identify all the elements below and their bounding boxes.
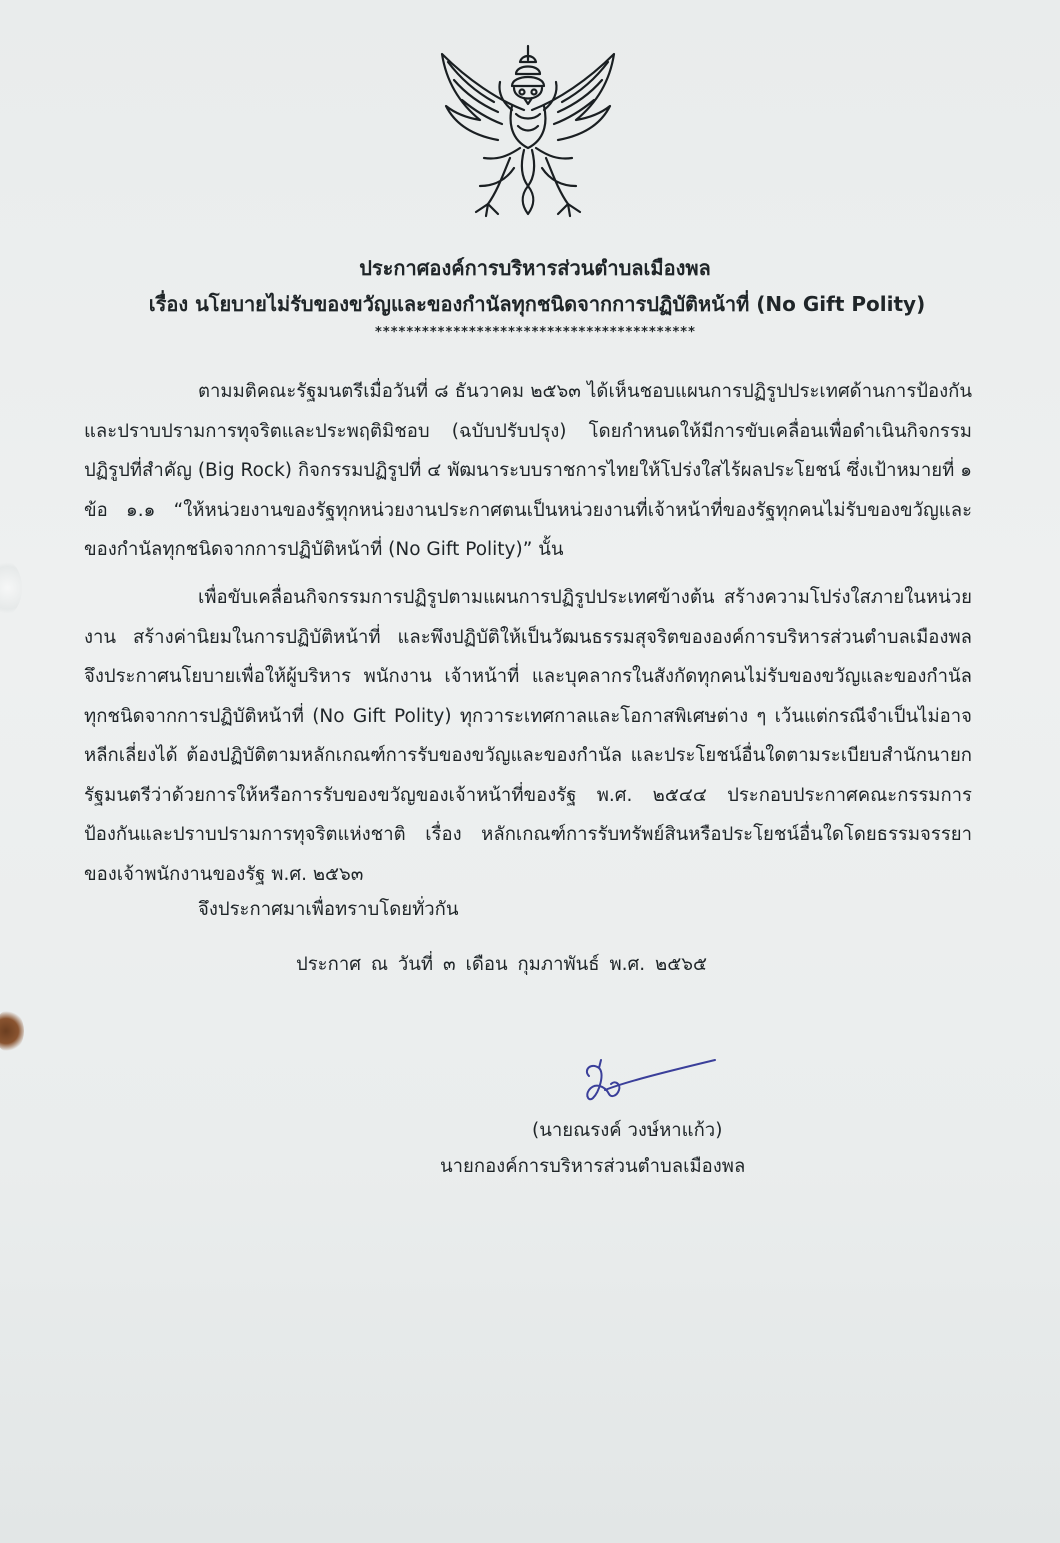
rust-stain [0,1010,24,1052]
subject-title: เรื่อง นโยบายไม่รับของขวัญและของกำนัลทุกชนิดจากการปฏิบัติหน้าที่ (No Gift Polity) [148,292,926,316]
document-header [0,250,1060,342]
body-paragraph-2: เพื่อขับเคลื่อนกิจกรรมการปฏิรูปตามแผนการปฏิรูปประเทศข้างต้น สร้างความโปร่งใสภายในหน่วยงาน สร้างค่านิยมในการปฏิบัติหน้าที่ และพึงปฏิบัติให้เป็นวัฒนธรรมสุจริตขององค์การบริหารส่วนตำบลเมืองพล จึงประกาศนโยบายเพื่อให้ผู้บริหาร พนักงาน เจ้าหน้าที่ และบุคลากรในสังกัดทุกคนไม่รับของขวัญและของกำนัลทุกชนิดจากการปฏิบัติหน้าที่ (No Gift Polity) ทุกวาระเทศกาลและโอกาสพิเศษต่าง ๆ เว้นแต่กรณีจำเป็นไม่อาจหลีกเลี่ยงได้ ต้องปฏิบัติตามหลักเกณฑ์การรับของขวัญและของกำนัล และประโยชน์อื่นใดตามระเบียบสำนักนายกรัฐมนตรีว่าด้วยการให้หรือการรับของขวัญของเจ้าหน้าที่ของรัฐ พ.ศ. ๒๕๔๔ ประกอบประกาศคณะกรรมการป้องกันและปราบปรามการทุจริตแห่งชาติ เรื่อง หลักเกณฑ์การรับทรัพย์สินหรือประโยชน์อื่นใดโดยธรรมจรรยาของเจ้าพนักงานของรัฐ พ.ศ. ๒๕๖๓ [84,587,972,885]
body-paragraph-1: ตามมติคณะรัฐมนตรีเมื่อวันที่ ๘ ธันวาคม ๒๕๖๓ ได้เห็นชอบแผนการปฏิรูปประเทศด้านการป้องกันและปราบปรามการทุจริตและประพฤติมิชอบ (ฉบับปรับปรุง) โดยกำหนดให้มีการขับเคลื่อนเพื่อดำเนินกิจกรรมปฏิรูปที่สำคัญ (Big Rock) กิจกรรมปฏิรูปที่ ๔ พัฒนาระบบราชการไทยให้โปร่งใสไร้ผลประโยชน์ ซึ่งเป้าหมายที่ ๑ ข้อ ๑.๑ “ให้หน่วยงานของรัฐทุกหน่วยงานประกาศตนเป็นหน่วยงานที่เจ้าหน้าที่ของรัฐทุกคนไม่รับของขวัญและของกำนัลทุกชนิดจากการปฏิบัติหน้าที่ (No Gift Polity)” นั้น [84,381,972,560]
date-line: ประกาศ ณ วันที่ ๓ เดือน กุมภาพันธ์ พ.ศ. ๒๕๖๕ [296,954,707,975]
announcement-title: ประกาศองค์การบริหารส่วนตำบลเมืองพล [359,256,711,280]
punch-hole [0,560,22,616]
signer-title: นายกองค์การบริหารส่วนตำบลเมืองพล [440,1156,746,1177]
separator: ***************************************** [374,325,696,340]
closing-line: จึงประกาศมาเพื่อทราบโดยทั่วกัน [198,899,459,920]
signer-name: (นายณรงค์ วงษ์หาแก้ว) [532,1120,723,1141]
signature-icon [575,1052,725,1112]
garuda-emblem-icon [428,40,628,218]
